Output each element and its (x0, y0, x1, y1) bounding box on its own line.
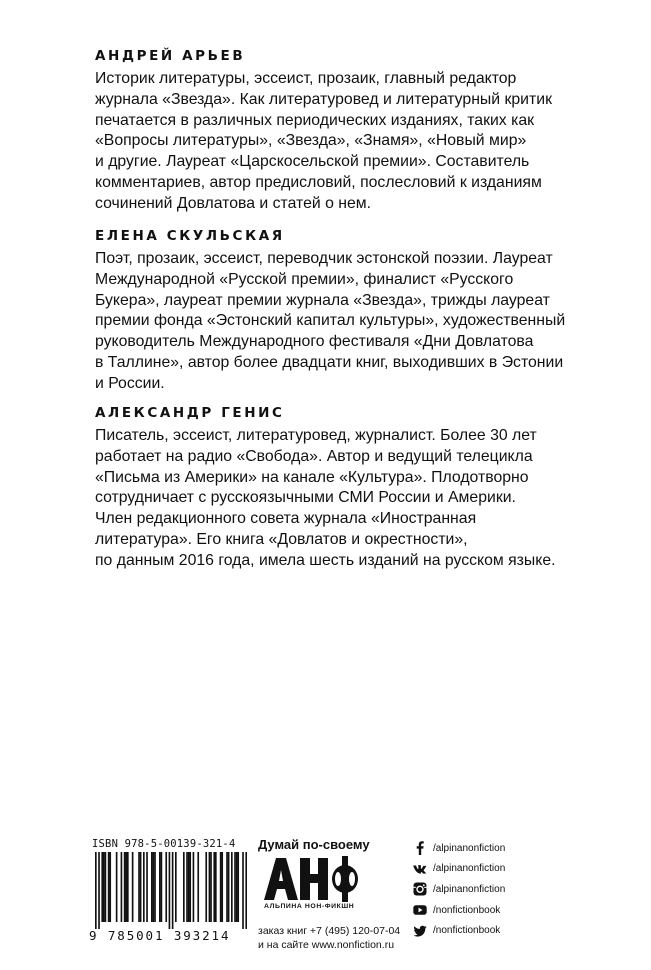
social-handle: /nonfictionbook (433, 904, 501, 916)
twitter-icon (413, 924, 427, 938)
barcode-bar (231, 852, 233, 922)
barcode-bar (209, 852, 211, 922)
barcode-bar (140, 852, 142, 922)
barcode-bar (109, 852, 111, 922)
barcode-bar (205, 852, 207, 922)
bio-text-line: Член редакционного совета журнала «Иностранная (95, 510, 477, 528)
barcode-bar (226, 852, 228, 922)
barcode-bar (116, 852, 118, 922)
bio-text-line: Историк литературы, эссеист, прозаик, главный редактор (95, 70, 517, 87)
barcode-bar (175, 852, 177, 922)
isbn-label: ISBN 978-5-00139-321-4 (92, 838, 236, 850)
barcode-bar (220, 852, 222, 922)
barcode-bar (189, 852, 191, 922)
bio-andrey-aryev (95, 48, 595, 215)
barcode-bar (183, 852, 185, 922)
bio-text-line: сотрудничает с русскоязычными СМИ России и Америки. (95, 489, 516, 507)
barcode-bar (153, 852, 155, 922)
barcode-bar (213, 852, 215, 922)
barcode-bar (125, 852, 127, 922)
bio-text-line: и России. (95, 374, 165, 392)
barcode-bar (105, 852, 107, 922)
bio-text-line: Международной «Русской премии», финалист «Русского (95, 270, 514, 288)
bio-text-line: Поэт, прозаик, эссеист, переводчик эстонской поэзии. Лауреат (95, 250, 553, 267)
order-phone-line: заказ книг +7 (495) 120-07-04 (258, 925, 401, 937)
publisher-name: АЛЬПИНА НОН-ФИКШН (264, 903, 355, 910)
barcode-bar (161, 852, 163, 922)
facebook-icon (413, 841, 427, 855)
barcode-bar (197, 852, 199, 922)
bio-text-line: журнала «Звезда». Как литературовед и литературный критик (95, 90, 552, 108)
social-handle: /alpinanonfiction (433, 863, 506, 875)
bio-text-line: «Письма из Америки» на канале «Культура». Плодотворно (95, 468, 529, 486)
barcode-digits: 9 785001 393214 (89, 928, 231, 943)
barcode-bar (242, 852, 244, 929)
bio-text-line: литература». Его книга «Довлатов и окрестности», (95, 530, 468, 548)
social-link-youtube[interactable] (413, 900, 505, 921)
barcode-bar (132, 852, 134, 922)
social-handle: /nonfictionbook (433, 925, 501, 937)
bio-elena-skulskaya (95, 228, 595, 395)
bio-name: АНДРЕЙ АРЬЕВ (95, 48, 246, 64)
barcode-bar (237, 852, 239, 922)
barcode-bar (169, 852, 171, 929)
bio-text-line: и другие. Лауреат «Царскосельской премии». Составитель (95, 153, 530, 171)
barcode-bar (221, 852, 223, 922)
barcode-bar (154, 852, 156, 922)
barcode-bar (188, 852, 190, 922)
bio-text-line: сочинений Довлатова и статей о нем. (95, 194, 372, 212)
bio-text-line: комментариев, автор предисловий, послесловий к изданиям (95, 173, 542, 191)
bio-text-line: в Таллине», автор более двадцати книг, выходивших в Эстонии (95, 353, 564, 371)
barcode-bar (228, 852, 230, 922)
bio-alexander-genis (95, 405, 595, 572)
barcode-bar (143, 852, 145, 922)
barcode-bar (215, 852, 217, 922)
barcode-bar (165, 852, 167, 922)
barcode-bar (103, 852, 105, 922)
barcode-bar (121, 852, 123, 922)
bio-text-line: Букера», лауреат премии журнала «Звезда», трижды лауреат (95, 291, 550, 309)
social-link-vk[interactable] (413, 859, 505, 880)
barcode (95, 852, 247, 929)
barcode-bar (172, 852, 174, 929)
social-handle: /alpinanonfiction (433, 842, 506, 854)
barcode-bar (108, 852, 110, 922)
barcode-bar (146, 852, 148, 922)
youtube-icon (413, 903, 427, 917)
bio-text-line: по данным 2016 года, имела шесть изданий на русском языке. (95, 551, 556, 569)
barcode-bar (101, 852, 103, 922)
barcode-bar (186, 852, 188, 922)
barcode-bar (98, 852, 100, 929)
bio-text-line: Писатель, эссеист, литературовед, журналист. Более 30 лет (95, 427, 537, 444)
bio-text-line: «Вопросы литературы», «Звезда», «Знамя», «Новый мир» (95, 132, 527, 150)
anf-logo-icon (262, 856, 358, 902)
barcode-bar (193, 852, 195, 922)
barcode-bar (138, 852, 140, 922)
bio-text-line: работает на радио «Свобода». Автор и ведущий телецикла (95, 447, 533, 465)
bio-name: АЛЕКСАНДР ГЕНИС (95, 405, 285, 421)
social-link-twitter[interactable] (413, 920, 505, 941)
social-handle: /alpinanonfiction (433, 883, 506, 895)
barcode-bar (127, 852, 129, 922)
barcode-bar (236, 852, 238, 922)
vk-icon (413, 862, 427, 876)
social-link-facebook[interactable] (413, 838, 505, 859)
barcode-bar (234, 852, 236, 922)
bio-name: ЕЛЕНА СКУЛЬСКАЯ (95, 228, 285, 244)
barcode-bar (210, 852, 212, 922)
barcode-bar (151, 852, 153, 922)
publisher-slogan: Думай по-своему (258, 837, 370, 852)
order-website-line: и на сайте www.nonfiction.ru (258, 939, 395, 951)
barcode-bar (95, 852, 97, 929)
bio-text-line: руководитель Международного фестиваля «Дни Довлатова (95, 333, 534, 351)
bio-text-line: печатается в различных периодических изданиях, таких как (95, 111, 535, 129)
bio-text-line: премии фонда «Эстонский капитал культуры», художественный (95, 312, 566, 330)
barcode-bar (159, 852, 161, 922)
social-link-instagram[interactable] (413, 879, 505, 900)
barcode-bar (245, 852, 247, 929)
instagram-icon (413, 882, 427, 896)
barcode-bar (124, 852, 126, 922)
social-links (413, 838, 505, 941)
